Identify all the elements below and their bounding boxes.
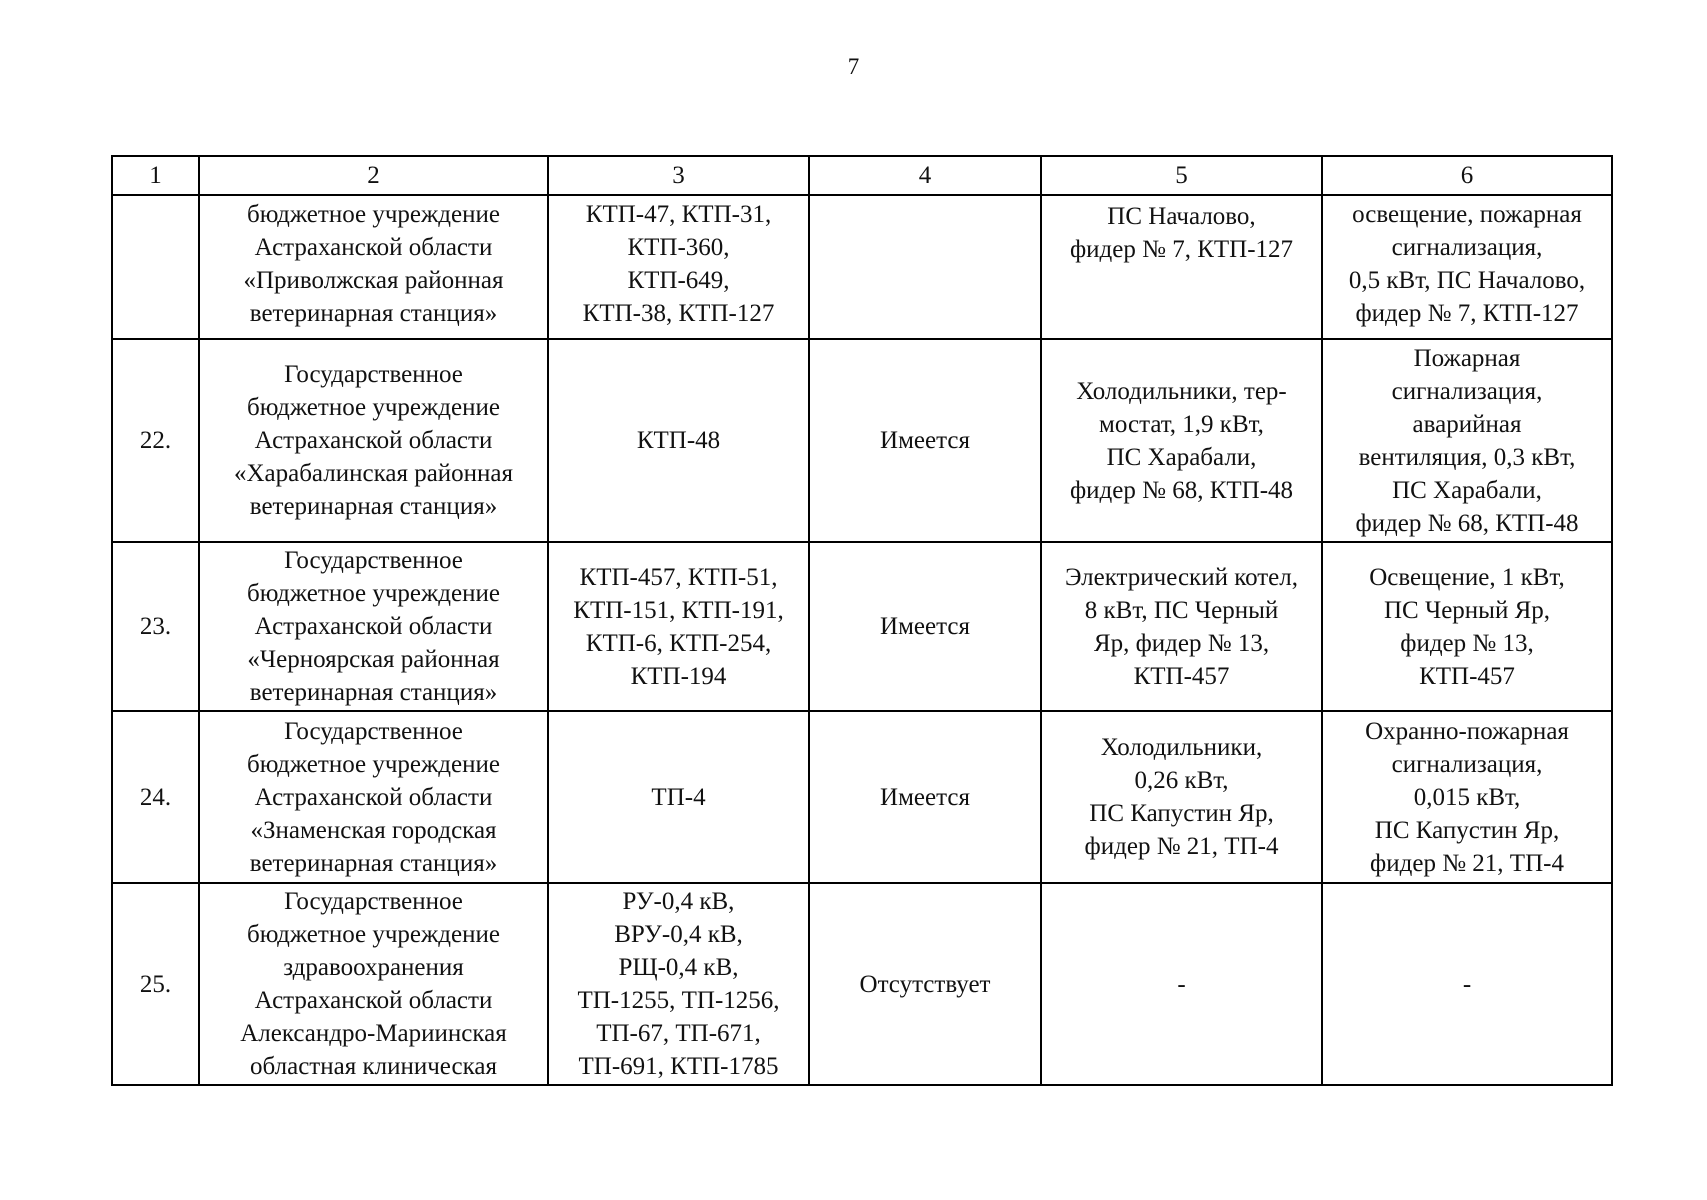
column-header: 1 [112,156,199,195]
column-header: 2 [199,156,548,195]
data-table [111,155,1613,1086]
equipment-cell: Холодильники, 0,26 кВт, ПС Капустин Яр, фидер № 21, ТП-4 [1041,711,1322,883]
column-header: 3 [548,156,809,195]
availability-cell: Имеется [809,339,1041,542]
column-header: 4 [809,156,1041,195]
backup-power-cell: - [1322,883,1612,1085]
substations-cell: ТП-4 [548,711,809,883]
availability-cell [809,195,1041,339]
row-number-cell: 24. [112,711,199,883]
equipment-cell: Электрический котел, 8 кВт, ПС Черный Яр, фидер № 13, КТП-457 [1041,542,1322,711]
backup-power-cell: освещение, пожарная сигнализация, 0,5 кВт, ПС Началово, фидер № 7, КТП-127 [1322,195,1612,339]
page-number: 7 [847,54,860,79]
equipment-cell: Холодильники, тер- мостат, 1,9 кВт, ПС Харабали, фидер № 68, КТП-48 [1041,339,1322,542]
column-header: 6 [1322,156,1612,195]
organization-cell: Государственное бюджетное учреждение здравоохранения Астраханской области Александро-Мариинская областная клиническая [199,883,548,1085]
organization-cell: Государственное бюджетное учреждение Астраханской области «Харабалинская районная ветеринарная станция» [199,339,548,542]
backup-power-cell: Пожарная сигнализация, аварийная вентиляция, 0,3 кВт, ПС Харабали, фидер № 68, КТП-48 [1322,339,1612,542]
table-header-row [112,156,1612,195]
table-row [112,542,1612,711]
equipment-cell: ПС Началово, фидер № 7, КТП-127 [1041,195,1322,339]
row-number-cell: 25. [112,883,199,1085]
organization-cell: Государственное бюджетное учреждение Астраханской области «Черноярская районная ветеринарная станция» [199,542,548,711]
table-row [112,195,1612,339]
availability-cell: Отсутствует [809,883,1041,1085]
column-header: 5 [1041,156,1322,195]
substations-cell: КТП-47, КТП-31, КТП-360, КТП-649, КТП-38, КТП-127 [548,195,809,339]
organization-cell: бюджетное учреждение Астраханской области «Приволжская районная ветеринарная станция» [199,195,548,339]
availability-cell: Имеется [809,711,1041,883]
substations-cell: РУ-0,4 кВ, ВРУ-0,4 кВ, РЩ-0,4 кВ, ТП-1255, ТП-1256, ТП-67, ТП-671, ТП-691, КТП-1785 [548,883,809,1085]
availability-cell: Имеется [809,542,1041,711]
table-row [112,883,1612,1085]
organization-cell: Государственное бюджетное учреждение Астраханской области «Знаменская городская ветеринарная станция» [199,711,548,883]
table-row [112,711,1612,883]
row-number-cell: 23. [112,542,199,711]
backup-power-cell: Охранно-пожарная сигнализация, 0,015 кВт, ПС Капустин Яр, фидер № 21, ТП-4 [1322,711,1612,883]
backup-power-cell: Освещение, 1 кВт, ПС Черный Яр, фидер № 13, КТП-457 [1322,542,1612,711]
substations-cell: КТП-457, КТП-51, КТП-151, КТП-191, КТП-6, КТП-254, КТП-194 [548,542,809,711]
row-number-cell [112,195,199,339]
substations-cell: КТП-48 [548,339,809,542]
row-number-cell: 22. [112,339,199,542]
equipment-cell: - [1041,883,1322,1085]
table-row [112,339,1612,542]
